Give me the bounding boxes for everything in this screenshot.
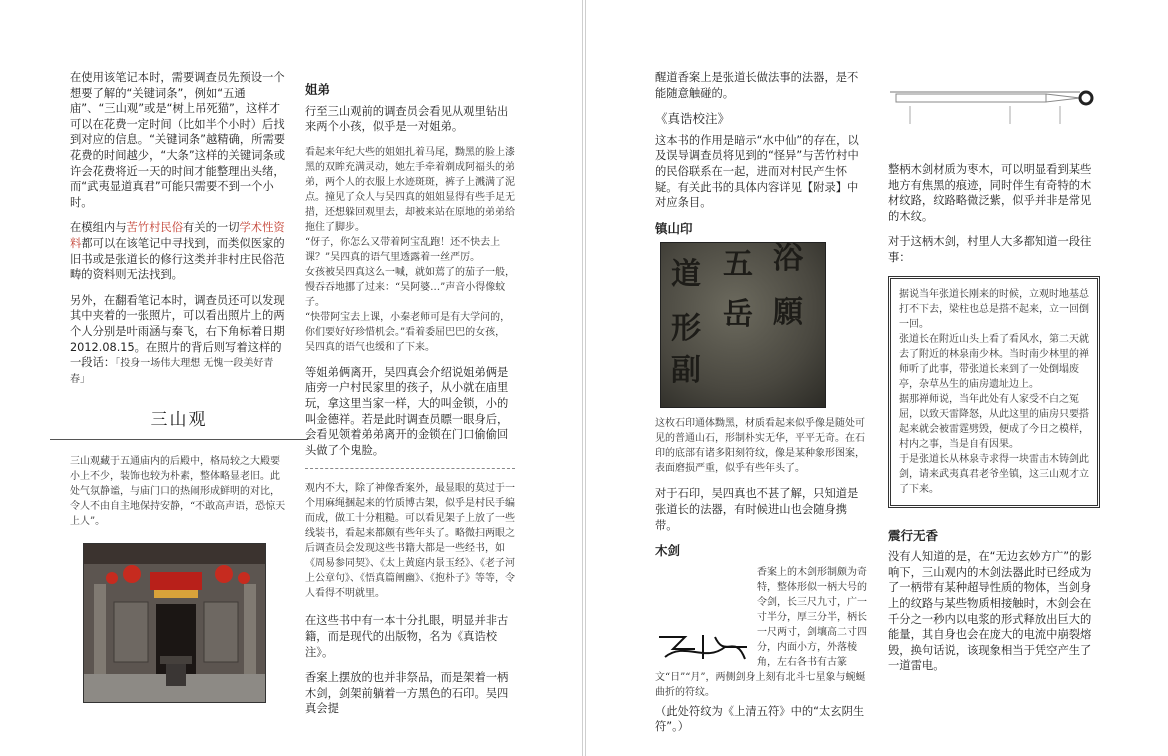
notebook-paragraph-3 [70, 293, 288, 387]
heading-siblings: 姐弟 [305, 82, 331, 97]
book-description: 这本书的作用是暗示“水中仙”的存在，以及误导调查员将见到的“怪异”与苦竹村中的民俗联系在一起，进而对村民产生怀疑。有关此书的具体内容详见【附录】中对应条目。 [655, 133, 859, 210]
sword-description [655, 565, 867, 700]
dashed-divider [305, 468, 515, 469]
text-span: 都可以在该笔记中寻找到，而类似医家的旧书或是张道长的修行这类并非村庄民俗范畴的资料则无法找到。 [70, 236, 285, 282]
seal-note: 对于石印，吴四真也不甚了解，只知道是张道长的法器，有时候进山也会随身携带。 [655, 487, 859, 532]
talisman-figure [655, 629, 751, 665]
seal-description: 这枚石印通体黝黑，材质看起来似乎像是随处可见的普通山石，形制朴实无华，平平无奇。在石印的底部有诸多阳刻符纹，像是某种象形图案，表面磨损严重，似乎有些年头了。 [655, 418, 865, 475]
temple-photo-drawing [84, 544, 266, 703]
siblings-explanation: 等姐弟俩离开，吴四真会介绍说姐弟俩是庙旁一户村民家里的孩子，从小就在庙里玩，拿这里当家一样，大的叫金锁，小的叫金德祥。若是此时调查员瞟一眼身后，会看见领着弟弟离开的金锁在门口偷偷回头做了个鬼脸。 [305, 365, 509, 457]
text-span: 有关的一切 [183, 221, 240, 235]
text-span: 在模组内与 [70, 221, 127, 235]
left-column-1 [70, 70, 288, 703]
altar-paragraph: 香案上摆放的也并非祭品，而是架着一柄木剑，剑架前躺着一方黑色的石印。吴四真会提 [305, 671, 509, 716]
dialog-line-3: “快带阿宝去上课，小秦老师可是有大学问的，你们要好好珍惜机会。”看着委屈巴巴的女孩，吴四真的语气也缓和了下来。 [305, 311, 511, 353]
heading-zhenxing: 震行无香 [888, 527, 939, 543]
left-page [0, 0, 583, 756]
seal-glyph: 願 [773, 295, 803, 331]
seal-glyph: 岳 [723, 297, 753, 333]
seal-glyph: 道 [671, 257, 701, 293]
heading-zhengao-book: 《真诰校注》 [655, 111, 731, 127]
legend-paragraph-2: 张道长在附近山头上看了看风水，第二天就去了附近的林泉南少林。当时南少林里的禅师听了此事，带张道长来到了一处倒塌废亭，杂草丛生的庙房遗址边上。 [899, 333, 1089, 390]
seal-glyph: 五 [723, 247, 753, 283]
heading-wooden-sword: 木剑 [655, 543, 681, 559]
temple-description: 三山观藏于五通庙内的后殿中，格局较之大殿要小上不少，装饰也较为朴素，整体略显老旧。此处气氛静谧，与庙门口的热闹形成鲜明的对比，令人不由自主地保持安静，“不敢高声语，恐惊天上人”。 [70, 455, 286, 527]
photo-quote: 「投身一场伟大理想 无愧一段美好青春」 [70, 358, 274, 386]
sword-story-intro: 对于这柄木剑，村里人大多都知道一段往事： [888, 235, 1092, 264]
text-span: 另外，在翻看笔记本时，调查员还可以发现其中夹着的一张照片，可以看出照片上的两个人分别是叶雨涵与秦飞，右下角标着日期2012.08.15。在照片的背后则写着这样的一段话： [70, 293, 285, 370]
link-kuzhu-folklore[interactable]: 苦竹村民俗 [126, 221, 183, 235]
legend-paragraph-1: 据说当年张道长刚来的时候，立观时地基总打不下去，梁柱也总是搭不起来，立一回倒一回。 [899, 288, 1089, 330]
sword-secret: 没有人知道的是，在“无边玄妙方广”的影响下，三山观内的木剑法器此时已经成为了一柄带有某种超导性质的物体，当剑身上的纹路与某些物质相接触时，木剑会在千分之一秒内以电浆的形式释放出巨大的能量，其自身也会在庞大的电流中崩裂熔毁，换句话说，该现象相当于凭空产生了一道雷电。 [888, 550, 1092, 673]
wooden-sword-diagram [890, 78, 1096, 130]
bookshelf-story: 观内不大，除了神像香案外，最显眼的莫过于一个用麻绳捆起来的竹质博古架，似乎是村民手编而成，做工十分粗糙。可以看见架子上放了一些线装书，看起来都颇有些年头了。略微扫两眼之后调查员会发现这些书籍大都是一些经书，如《周易参同契》、《太上黄庭内景玉经》、《老子河上公章句》、《悟真篇阐幽》、《抱朴子》等等，令人看得不明就里。 [305, 483, 515, 600]
section-divider [50, 439, 308, 440]
temple-interior-photo [83, 543, 266, 703]
section-title-sanshanguan: 三山观 [150, 410, 208, 431]
heading-zhenshan-seal: 镇山印 [655, 220, 693, 236]
left-column-2 [305, 82, 515, 727]
dialog-line-1: “伢子，你怎么又带着阿宝乱跑！还不快去上课？”吴四真的语气里透露着一丝严厉。 [305, 236, 501, 263]
siblings-intro: 行至三山观前的调查员会看见从观里钻出来两个小孩，似乎是一对姐弟。 [305, 104, 509, 134]
sword-legend-box [888, 276, 1100, 508]
book-paragraph: 在这些书中有一本十分扎眼，明显并非古籍，而是现代的出版物，名为《真诰校注》。 [305, 614, 509, 659]
altar-continuation: 醒道香案上是张道长做法事的法器，是不能随意触碰的。 [655, 71, 859, 100]
right-column-1 [655, 70, 867, 745]
dialog-line-2: 女孩被吴四真这么一喊，就如蔫了的茄子一般，慢吞吞地挪了过来：“吴阿婆…”声音小得像蚊子。 [305, 266, 515, 308]
right-column-2 [888, 162, 1100, 684]
seal-glyph: 副 [671, 353, 701, 389]
seal-glyph: 浴 [773, 241, 803, 277]
legend-paragraph-3: 据那禅师说，当年此处有人家受不白之冤屈，以致天雷降怒，从此这里的庙房只要搭起来就会被雷霆劈毁，便成了今日之模样，村内之事，当是自有因果。 [899, 393, 1089, 450]
siblings-story [305, 145, 515, 355]
legend-paragraph-4: 于是张道长从林泉寺求得一块雷击木铸剑此剑，请来武夷真君老爷坐镇，这三山观才立了下来。 [899, 453, 1089, 495]
stone-seal-photo [660, 242, 826, 408]
sword-talisman-note: （此处符纹为《上清五符》中的“太玄阴生符”。） [655, 704, 865, 734]
sword-text: 香案上的木剑形制颇为奇特，整体形似一柄大号的令剑，长三尺九寸，广一寸半分，厚三分半，柄长一尺两寸，剑壤高二寸四分，内面小方，外落棱角，左右各书有古篆文“日”“月”，两侧剑身上刻有北斗七星象与蜿蜒曲折的符纹。 [655, 566, 867, 698]
sword-material: 整柄木剑材质为枣木，可以明显看到某些地方有焦黑的痕迹，同时伴生有奇特的木材纹路，纹路略微泛紫，似乎并非是常见的木纹。 [888, 163, 1092, 223]
seal-glyph: 形 [671, 311, 701, 347]
notebook-paragraph-2 [70, 220, 288, 282]
link-academic-material[interactable]: 学术性资料 [70, 221, 285, 250]
notebook-paragraph-1: 在使用该笔记本时，需要调查员先预设一个想要了解的“关键词条”，例如“五通庙”、“三山观”或是“树上吊死猫”，这样才可以在花费一定时间（比如半个小时）后找到对应的信息。“关键词条”越精确，所需要花费的时间越少，“大条”这样的关键词条或许会花费将近一天的时间才能整理出头绪，而“武夷显道真君”可能只需要不到一个小时。 [70, 71, 286, 209]
story-paragraph: 看起来年纪大些的姐姐扎着马尾，黝黑的脸上漆黑的双眸充满灵动，她左手牵着剃成阿福头的弟弟，两个人的衣服上水迹斑斑，裤子上溅满了泥点。撞见了众人与吴四真的姐姐显得有些手足无措，还想躲回观里去，却被来站在原地的弟弟给拖住了脚步。 [305, 146, 515, 233]
